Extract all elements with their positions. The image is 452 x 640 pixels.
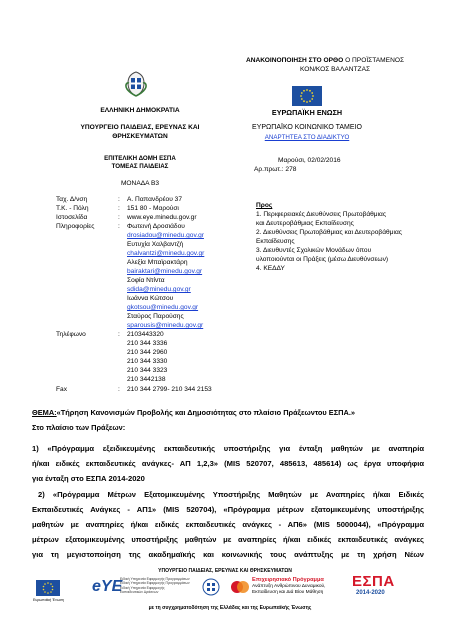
eye-caption-line: Ειδική Υπηρεσία Εφαρμογής Προγραμμάτων xyxy=(120,581,190,586)
subject-label: ΘΕΜΑ: xyxy=(32,408,57,417)
colon: : xyxy=(118,196,120,203)
notice-line-2: ΚΟΝ/ΚΟΣ ΒΑΛΑΝΤΖΑΣ xyxy=(300,66,371,73)
person-name: Ιωάννα Κώτσου xyxy=(127,295,174,302)
footer-tagline: με τη συγχρηματοδότηση της Ελλάδας και της Ευρωπαϊκής Ένωσης xyxy=(148,605,312,611)
website-link[interactable]: www.eye.minedu.gov.gr xyxy=(127,214,197,221)
recipient-line: 2. Διευθύνσεις Πρωτοβάθμιας και Δευτεροβάθμιας xyxy=(256,229,402,236)
protocol-number: Αρ.πρωτ.: 278 xyxy=(254,166,297,173)
address-label: Ταχ. Δ/νση xyxy=(56,196,88,203)
paragraph-2-line: μαθητών με αναπηρίες ή/και ειδικές εκπαιδευτικές ανάγκες - ΑΠ6» (MIS 5000044), «Πρόγραμμα xyxy=(32,520,424,529)
intro-text: Στο πλαίσιο των Πράξεων: xyxy=(32,423,126,432)
paragraph-2-line: 2) «Πρόγραμμα Μέτρων Εξατομικευμένης Υποστήριξης Μαθητών με Αναπηρίες ή/και Ειδικές xyxy=(38,490,424,499)
unit-line-1: ΕΠΙΤΕΛΙΚΗ ΔΟΜΗ ΕΣΠΑ xyxy=(104,155,176,162)
person-name: Σοφία Ντίντα xyxy=(127,277,165,284)
phone-number: 210 344 3323 xyxy=(127,367,168,374)
op-line-3: Εκπαίδευση και Διά Βίου Μάθηση xyxy=(252,590,324,595)
phone-number: 210 344 3330 xyxy=(127,358,168,365)
sub-unit: ΜΟΝΑΔΑ Β3 xyxy=(120,180,160,187)
greek-coat-of-arms-icon xyxy=(123,70,149,98)
person-email-link[interactable]: drosiadou@minedu.gov.gr xyxy=(127,232,204,239)
eu-flag-icon xyxy=(292,86,322,106)
person-email-link[interactable]: sparousis@minedu.gov.gr xyxy=(127,322,204,329)
eye-caption xyxy=(120,577,190,595)
eye-caption-line: Ειδική Υπηρεσία Εφαρμογής xyxy=(120,585,165,590)
social-fund-title: ΕΥΡΩΠΑΪΚΟ ΚΟΙΝΩΝΙΚΟ ΤΑΜΕΙΟ xyxy=(252,124,362,131)
notice-bold: ΑΝΑΚΟΙΝΟΠΟΙΗΣΗ ΣΤΟ ΟΡΘΟ xyxy=(246,57,344,64)
person-name: Αλεξία Μπαϊρακτάρη xyxy=(127,259,188,266)
paragraph-2-line: μέτρων εξατομικευμένης υποστήριξης μαθητών με αναπηρίες ή/και ειδικές εκπαιδευτικές ανάγκες xyxy=(32,535,424,544)
person-name: Σταύρος Παρούσης xyxy=(127,313,184,320)
notice-line-1 xyxy=(246,57,404,65)
eu-title: ΕΥΡΩΠΑΪΚΗ ΕΝΩΣΗ xyxy=(271,108,343,117)
colon: : xyxy=(118,214,120,221)
recipient-line: και Δευτεροβάθμιας Εκπαίδευσης xyxy=(256,220,354,227)
op-title: Επιχειρησιακό Πρόγραμμα xyxy=(252,577,324,583)
colon: : xyxy=(118,205,120,212)
recipient-line: υλοποιούνται οι Πράξεις (μέσω Διευθύνσεων) xyxy=(256,256,389,263)
paragraph-1-line: ή/και ειδικές εκπαιδευτικές ανάγκες- ΑΠ 1,2,3» (MIS 520707, 485613, 485614) ως έργα υποφήφια xyxy=(32,459,424,468)
espa-logo: ΕΣΠΑ xyxy=(352,573,395,590)
phone-number: 2103443320 xyxy=(127,331,164,338)
paragraph-2-line: για τη μεγιστοποίηση της ακαδημαϊκής και κοινωνικής τους ανάπτυξης με τη χρήση Νέων xyxy=(32,550,424,559)
eye-caption-line: Ειδική Υπηρεσία Εφαρμογής Προγραμμάτων xyxy=(120,577,190,581)
op-logo-icon xyxy=(230,579,250,595)
person-email-link[interactable]: bairaktari@minedu.gov.gr xyxy=(127,268,203,275)
subject-line xyxy=(32,408,355,417)
eye-logo: eYE xyxy=(92,578,123,595)
espa-years: 2014-2020 xyxy=(356,590,385,596)
phone-number: 210 3442138 xyxy=(127,376,166,383)
recipient-line: Εκπαίδευσης xyxy=(256,238,295,245)
phone-label: Τηλέφωνο xyxy=(56,331,86,338)
person-email-link[interactable]: sdida@minedu.gov.gr xyxy=(127,286,191,293)
phone-number: 210 344 2960 xyxy=(127,349,168,356)
document-date: Μαρούσι, 02/02/2016 xyxy=(278,157,341,164)
ministry-seal-icon xyxy=(202,578,220,596)
paragraph-1-line: 1) «Πρόγραμμα εξειδικευμένης εκπαιδευτικής υποστήριξης για ένταξη μαθητών με αναπηρία xyxy=(32,444,424,453)
ministry-line-1: ΥΠΟΥΡΓΕΙΟ ΠΑΙΔΕΙΑΣ, ΕΡΕΥΝΑΣ ΚΑΙ xyxy=(80,124,200,131)
unit-line-2: ΤΟΜΕΑΣ ΠΑΙΔΕΙΑΣ xyxy=(111,163,169,170)
person-name: Ευτυχία Χαλβαντζή xyxy=(127,241,184,248)
recipient-line: 1. Περιφερειακές Διευθύνσεις Πρωτοβάθμιας xyxy=(256,211,387,218)
info-label: Πληροφορίες xyxy=(56,223,95,230)
colon: : xyxy=(118,223,120,230)
eye-caption-line: Εκπαιδευτικών Δράσεων xyxy=(120,590,159,595)
paragraph-2-line: Εκπαιδευτικές Ανάγκες - ΑΠ1» (MIS 520704), «Πρόγραμμα μέτρων εξατομικευμένης υποστήριξης xyxy=(32,505,424,514)
posted-online-link[interactable]: ΑΝΑΡΤΗΤΕΑ ΣΤΟ ΔΙΑΔΙΚΤΥΟ xyxy=(264,134,350,141)
city-value: 151 80 - Μαρούσι xyxy=(127,205,179,212)
fax-number: 210 344 2799- 210 344 2153 xyxy=(127,386,212,393)
footer-ministry: ΥΠΟΥΡΓΕΙΟ ΠΑΙΔΕΙΑΣ, ΕΡΕΥΝΑΣ ΚΑΙ ΘΡΗΣΚΕΥΜΑΤΩΝ xyxy=(158,568,292,574)
website-label: Ιστοσελίδα xyxy=(56,214,88,221)
recipient-line: 3. Διευθυντές Σχολικών Μονάδων όπου xyxy=(256,247,372,254)
republic-title: ΕΛΛΗΝΙΚΗ ΔΗΜΟΚΡΑΤΙΑ xyxy=(100,107,180,114)
person-name: Φωτεινή Δροσιάδου xyxy=(127,223,185,230)
recipient-line: 4. ΚΕΔΔΥ xyxy=(256,265,285,272)
person-email-link[interactable]: gkotsou@minedu.gov.gr xyxy=(127,304,199,311)
colon: : xyxy=(118,386,120,393)
ministry-line-2: ΘΡΗΣΚΕΥΜΑΤΩΝ xyxy=(112,133,168,140)
subject-text: «Τήρηση Κανονισμών Προβολής και Δημοσιότητας στο πλαίσιο Πράξεωντου ΕΣΠΑ.» xyxy=(56,408,355,417)
city-label: Τ.Κ. - Πόλη xyxy=(56,205,89,212)
address-value: Α. Παπανδρέου 37 xyxy=(127,196,183,203)
person-email-link[interactable]: chalvantzi@minedu.gov.gr xyxy=(127,250,205,257)
fax-label: Fax xyxy=(56,386,67,393)
phone-number: 210 344 3336 xyxy=(127,340,168,347)
footer-eu-flag-icon xyxy=(36,580,60,596)
op-line-2: Ανάπτυξη Ανθρώπινου Δυναμικού, xyxy=(252,584,326,589)
recipients-heading: Προς xyxy=(256,202,273,209)
colon: : xyxy=(118,331,120,338)
paragraph-1-line: για ένταξη στο ΕΣΠΑ 2014-2020 xyxy=(32,474,145,483)
footer-eu-label: Ευρωπαϊκή Ένωση xyxy=(33,598,64,602)
notice-rest: Ο ΠΡΟΪΣΤΑΜΕΝΟΣ xyxy=(343,57,405,64)
